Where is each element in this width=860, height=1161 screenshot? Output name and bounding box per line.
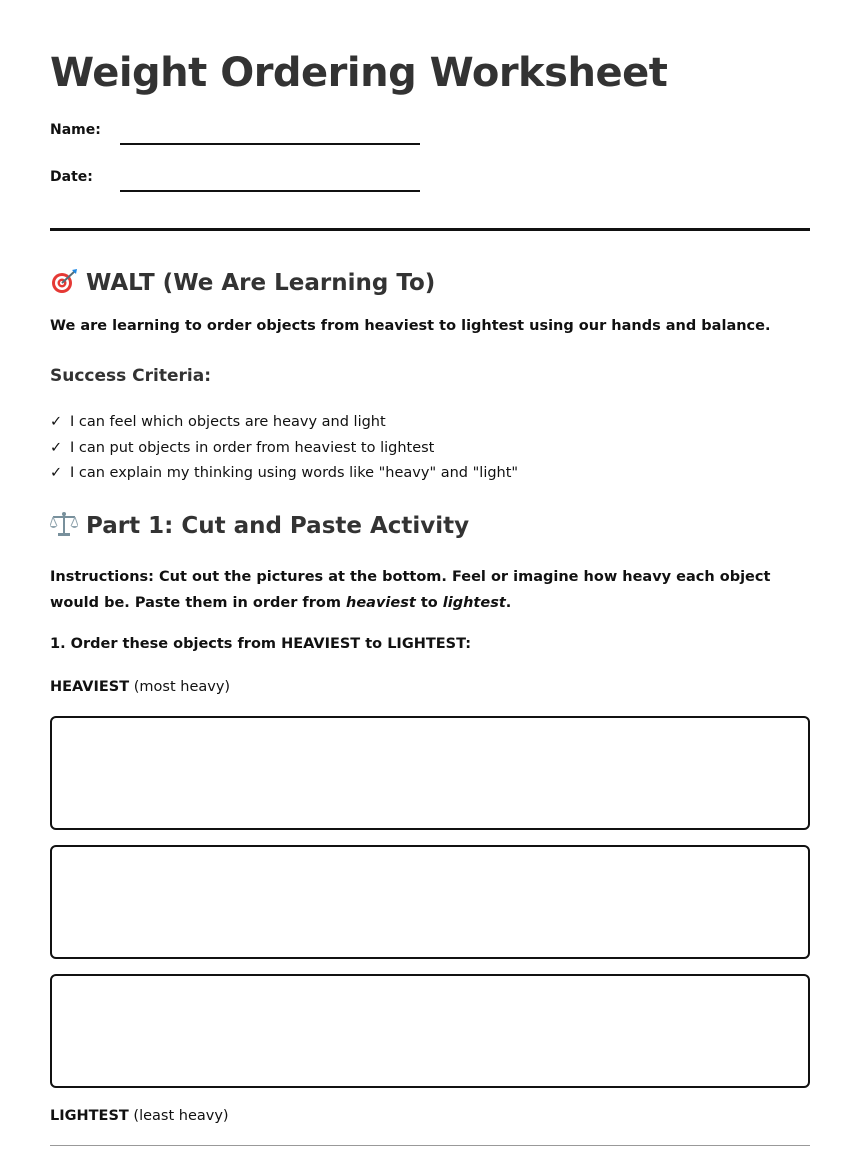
walt-heading <box>50 268 435 296</box>
question-1: 1. Order these objects from HEAVIEST to LIGHTEST: <box>50 636 471 652</box>
emphasis-lightest: lightest <box>442 595 506 611</box>
balance-scale-icon <box>50 511 78 537</box>
name-field <box>50 122 470 152</box>
page-title: Weight Ordering Worksheet <box>50 50 668 96</box>
instructions: Instructions: Cut out the pictures at the bottom. Feel or imagine how heavy each object would be. Paste them in order from heaviest to lightest. <box>50 569 771 611</box>
header-divider <box>50 228 810 231</box>
name-label: Name: <box>50 122 101 138</box>
criteria-item: ✓ I can put objects in order from heaviest to lightest <box>50 436 518 462</box>
heaviest-label: HEAVIEST (most heavy) <box>50 679 231 695</box>
date-field <box>50 169 470 199</box>
target-icon <box>50 268 78 294</box>
emphasis-heaviest: heaviest <box>346 595 416 611</box>
part1-heading <box>50 511 469 539</box>
part1-heading-text: Part 1: Cut and Paste Activity <box>86 513 470 539</box>
date-write-line[interactable] <box>120 190 420 192</box>
paste-box-3[interactable] <box>50 974 810 1088</box>
criteria-item: ✓ I can feel which objects are heavy and light <box>50 410 518 436</box>
name-write-line[interactable] <box>120 143 420 145</box>
check-icon: ✓ <box>50 439 63 456</box>
check-icon: ✓ <box>50 465 63 481</box>
check-icon: ✓ <box>50 414 63 430</box>
lightest-label: LIGHTEST (least heavy) <box>50 1108 229 1124</box>
success-criteria-heading: Success Criteria: <box>50 366 212 386</box>
date-label: Date: <box>50 169 93 185</box>
paste-box-2[interactable] <box>50 845 810 959</box>
section-divider <box>50 1145 810 1146</box>
walt-statement: We are learning to order objects from heaviest to lightest using our hands and balance. <box>50 318 771 334</box>
criteria-item: ✓ I can explain my thinking using words like "heavy" and "light" <box>50 461 518 487</box>
success-criteria-list <box>50 410 518 487</box>
paste-box-1[interactable] <box>50 716 810 830</box>
walt-heading-text: WALT (We Are Learning To) <box>86 270 436 296</box>
